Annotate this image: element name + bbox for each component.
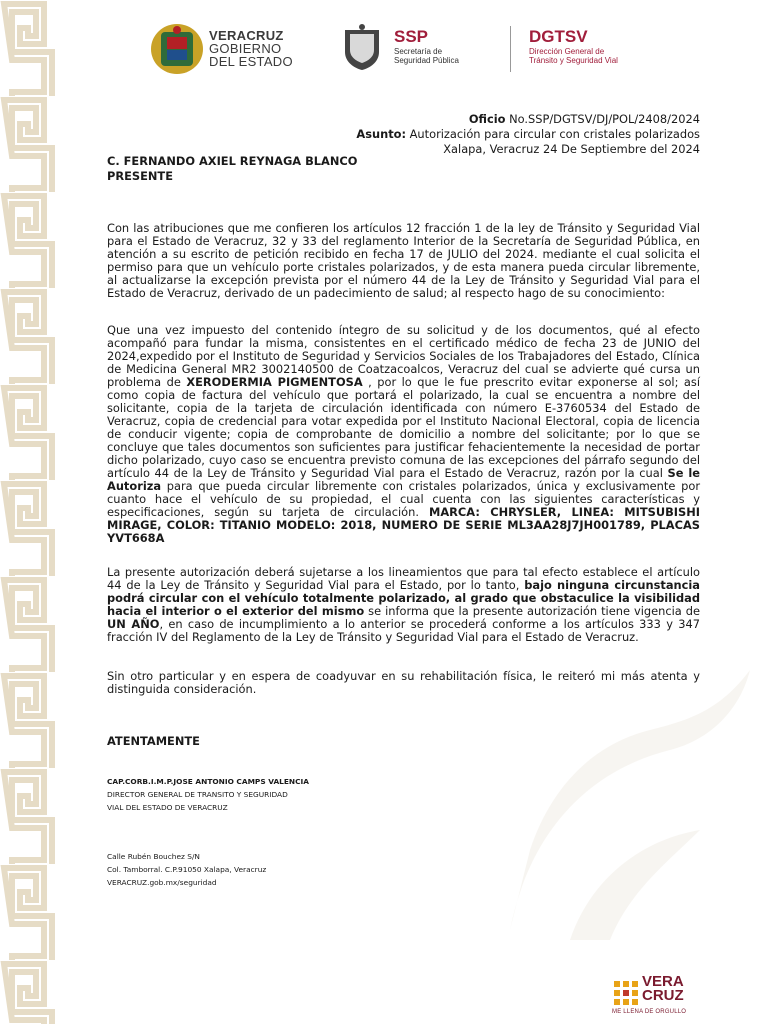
recipient-name: C. FERNANDO AXIEL REYNAGA BLANCO xyxy=(107,154,358,168)
restriction-text: bajo ninguna circunstancia podrá circular con el vehículo totalmente polarizado, al grado que obstaculice la visibilidad hacia el interior o el exterior del mismo xyxy=(107,578,700,618)
signer-title-line: DIRECTOR GENERAL DE TRANSITO Y SEGURIDAD xyxy=(107,790,288,799)
footer-wordmark xyxy=(642,975,684,1003)
oficio-block xyxy=(356,112,700,157)
veracruz-line: VERACRUZ xyxy=(209,28,284,43)
text-span: La presente autorización deberá sujetarse a los lineamientos que para tal efecto establece el artículo 44 de la Ley de Tránsito y Seguridad Vial para el Estado, por lo tanto, xyxy=(107,565,700,592)
signer-block xyxy=(107,775,309,814)
asunto-line xyxy=(356,127,700,142)
dgtsv-subtitle xyxy=(529,47,618,65)
recipient-salutation: PRESENTE xyxy=(107,169,173,183)
ssp-shield-icon xyxy=(341,24,383,72)
header-divider xyxy=(510,26,511,72)
vehicle-details: MARCA: CHRYSLER, LINEA: MITSUBISHI MIRAGE, COLOR: TITANIO MODELO: 2018, NUMERO DE SERIE ML3AA28J7JH001789, PLACAS YVT668A xyxy=(107,505,701,545)
text-span: Que una vez impuesto del contenido íntegro de su solicitud y de los documentos, qué al efecto acompañó para fundar la misma, consistentes en el certificado médico de fecha 23 de JUNIO del 2024,expedido por el Instituto de Seguridad y Servicios Sociales de los Trabajadores del Estado, Clínica de Medicina General MR2 3002140500 de Coatzacoalcos, Veracruz del cual se advierte qué cursa un problema de xyxy=(107,323,700,389)
ssp-subtitle xyxy=(394,47,459,65)
veracruz-footer-logo xyxy=(612,975,712,1019)
signer-name: CAP.CORB.I.M.P.JOSE ANTONIO CAMPS VALENCIA xyxy=(107,777,310,786)
footer-wordmark-line: CRUZ xyxy=(642,987,684,1004)
text-span: , en caso de incumplimiento a lo anterior se procederá conforme a los artículos 333 y 347 fracción IV del Reglamento de la Ley de Tránsito y Seguridad Vial para el Estado de Veracruz. xyxy=(107,617,700,644)
recipient-block xyxy=(107,154,357,184)
paragraph-conditions xyxy=(107,566,700,644)
veracruz-wordmark xyxy=(209,29,293,68)
address-street: Calle Rubén Bouchez S/N xyxy=(107,852,200,861)
greca-border-decoration xyxy=(0,0,62,1024)
oficio-number: No.SSP/DGTSV/DJ/POL/2408/2024 xyxy=(509,112,700,126)
address-website: VERACRUZ.gob.mx/seguridad xyxy=(107,878,217,887)
footer-slogan: ME LLENA DE ORGULLO xyxy=(612,1009,687,1015)
address-block xyxy=(107,850,266,889)
signer-title-line: VIAL DEL ESTADO DE VERACRUZ xyxy=(107,803,228,812)
diagnosis: XERODERMIA PIGMENTOSA xyxy=(186,375,363,389)
asunto-label: Asunto: xyxy=(356,127,407,141)
paragraph-closing: Sin otro particular y en espera de coadyuvar en su rehabilitación física, le reiteró mi más atenta y distinguida consideración. xyxy=(107,669,700,696)
validity-period: UN AÑO xyxy=(107,617,160,631)
authorization-phrase: Se le Autoriza xyxy=(107,466,700,493)
text-span: se informa que la presente autorización tiene vigencia de xyxy=(364,604,700,618)
veracruz-star-icon xyxy=(612,979,640,1007)
dgtsv-title: DGTSV xyxy=(529,27,588,46)
ssp-subtitle-line: Secretaría de xyxy=(394,47,443,56)
ssp-title: SSP xyxy=(394,27,429,46)
address-colony: Col. Tamborral. C.P.91050 Xalapa, Veracruz xyxy=(107,865,267,874)
letterhead xyxy=(145,22,705,78)
place-date: Xalapa, Veracruz 24 De Septiembre del 2024 xyxy=(443,142,700,156)
asunto-text: Autorización para circular con cristales polarizados xyxy=(409,127,700,141)
veracruz-line: DEL ESTADO xyxy=(209,54,293,69)
atentamente-label: ATENTAMENTE xyxy=(107,734,200,748)
text-span: , por lo que le fue prescrito evitar exponerse al sol; así como copia de factura del vehículo que portará el polarizado, la cual se encuentra a nombre del solicitante, copia de la tarjeta de circulación identificada con número E-3760534 del Estado de Veracruz, copia de credencial para votar expedida por el Instituto Nacional Electoral, copia de licencia de conducir vigente; copia de comprobante de domicilio a nombre del solicitante; por lo que se concluye que tales documentos son suficientes para justificar fehacientemente la necesidad de portar dicho polarizado, cuyo caso se encuentra previsto comuna de las excepciones del párrafo segundo del artículo 44 de la Ley de Tránsito y Seguridad Vial para el Estado de Veracruz, razón por la cual xyxy=(107,375,700,480)
paragraph-attributions: Con las atribuciones que me confieren los artículos 12 fracción 1 de la ley de Tránsito y Seguridad Vial para el Estado de Veracruz, 32 y 33 del reglamento Interior de la Secretaría de Seguridad Pública, en atención a su escrito de petición recibido en fecha 17 de JULIO del 2024. mediante el cual solicita el permiso para que un vehículo porte cristales polarizados, y de esta manera pueda circular libremente, al actualizarse la excepción prevista por el número 44 de la Ley de Tránsito y Seguridad Vial para el Estado de Veracruz, derivado de un padecimiento de salud; al respecto hago de su conocimiento: xyxy=(107,221,700,300)
footer-wordmark-line: VERA xyxy=(642,973,684,990)
text-span: para que pueda circular libremente con cristales polarizados, única y exclusivamente por cuanto hace el vehículo de su propiedad, el cual cuenta con las siguientes características y especificaciones, según su tarjeta de circulación. xyxy=(107,479,700,519)
dgtsv-subtitle-line: Dirección General de xyxy=(529,47,605,56)
veracruz-line: GOBIERNO xyxy=(209,41,282,56)
dgtsv-subtitle-line: Tránsito y Seguridad Vial xyxy=(529,56,618,65)
oficio-label: Oficio xyxy=(468,112,506,126)
veracruz-coat-of-arms-icon xyxy=(147,22,207,76)
paragraph-findings xyxy=(107,324,700,545)
ssp-subtitle-line: Seguridad Pública xyxy=(394,56,459,65)
oficio-line xyxy=(356,112,700,127)
